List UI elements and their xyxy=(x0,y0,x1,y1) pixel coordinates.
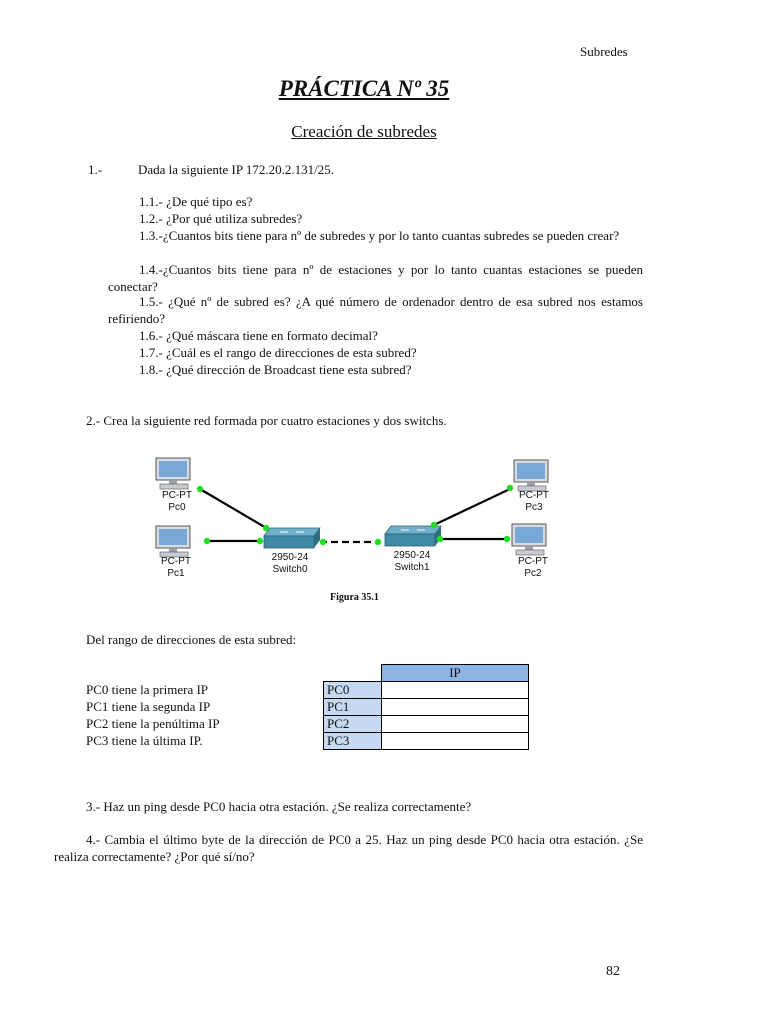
link-switch1-pc3 xyxy=(436,488,512,524)
subquestion-1-2: 1.2.- ¿Por qué utiliza subredes? xyxy=(139,211,303,226)
subquestion-1-4: 1.4.-¿Cuantos bits tiene para nº de estaciones y por lo tanto cuantas estaciones se pueden conectar? xyxy=(108,262,643,294)
subquestion-1-1: 1.1.- ¿De qué tipo es? xyxy=(139,194,253,209)
pc1-type-label: PC-PT xyxy=(161,556,191,567)
pc-assignment-item: PC1 tiene la segunda IP xyxy=(86,699,211,714)
table-row xyxy=(324,733,529,750)
switch0-icon xyxy=(264,528,320,548)
question-1-number: 1.- xyxy=(88,162,103,177)
table-row xyxy=(324,699,529,716)
ip-cell[interactable] xyxy=(382,716,529,733)
page-title: PRÁCTICA Nº 35 xyxy=(278,76,450,101)
subquestion-1-7: 1.7.- ¿Cuál es el rango de direcciones de esta subred? xyxy=(139,345,417,360)
subquestion-1-5: 1.5.- ¿Qué nº de subred es? ¿A qué número de ordenador dentro de esa subred nos estamos refiriendo? xyxy=(108,294,643,326)
network-diagram xyxy=(140,450,570,590)
question-1-text: Dada la siguiente IP 172.20.2.131/25. xyxy=(138,162,334,177)
pc1-icon xyxy=(156,526,190,557)
table-row xyxy=(324,716,529,733)
switch0-model-label: 2950-24 xyxy=(271,552,309,563)
subquestion-1-8: 1.8.- ¿Qué dirección de Broadcast tiene esta subred? xyxy=(139,362,412,377)
pc-assignment-item: PC0 tiene la primera IP xyxy=(86,682,209,697)
running-header: Subredes xyxy=(580,44,628,59)
pc2-type-label: PC-PT xyxy=(518,556,548,567)
row-label: PC1 xyxy=(324,699,382,716)
pc3-name-label: Pc3 xyxy=(525,502,543,513)
ip-column-header: IP xyxy=(382,665,529,682)
pc-assignment-list xyxy=(86,681,220,749)
question-3: 3.- Haz un ping desde PC0 hacia otra estación. ¿Se realiza correctamente? xyxy=(86,799,472,814)
subquestion-1-6: 1.6.- ¿Qué máscara tiene en formato decimal? xyxy=(139,328,378,343)
switch0-name-label: Switch0 xyxy=(272,564,308,575)
range-intro: Del rango de direcciones de esta subred: xyxy=(86,632,297,647)
switch1-icon xyxy=(385,526,441,546)
figure-caption: Figura 35.1 xyxy=(330,592,379,603)
pc3-type-label: PC-PT xyxy=(519,490,549,501)
pc2-name-label: Pc2 xyxy=(524,568,542,579)
ip-cell[interactable] xyxy=(382,682,529,699)
pc2-icon xyxy=(512,524,546,555)
pc0-type-label: PC-PT xyxy=(162,490,192,501)
ip-cell[interactable] xyxy=(382,733,529,750)
pc0-name-label: Pc0 xyxy=(168,502,186,513)
row-label: PC3 xyxy=(324,733,382,750)
pc-assignment-item: PC2 tiene la penúltima IP xyxy=(86,716,220,731)
row-label: PC2 xyxy=(324,716,382,733)
ip-table xyxy=(323,664,529,750)
subquestion-1-3: 1.3.-¿Cuantos bits tiene para nº de subredes y por lo tanto cuantas subredes se pueden crear? xyxy=(139,228,620,243)
page-number: 82 xyxy=(606,964,620,979)
switch1-name-label: Switch1 xyxy=(394,562,430,573)
row-label: PC0 xyxy=(324,682,382,699)
pc-assignment-item: PC3 tiene la última IP. xyxy=(86,733,203,748)
pc0-icon xyxy=(156,458,190,489)
pc1-name-label: Pc1 xyxy=(167,568,185,579)
pc3-icon xyxy=(514,460,548,491)
question-2: 2.- Crea la siguiente red formada por cuatro estaciones y dos switchs. xyxy=(86,413,447,428)
question-4: 4.- Cambia el último byte de la dirección de PC0 a 25. Haz un ping desde PC0 hacia otra estación. ¿Se realiza correctamente? ¿Por qué sí/no? xyxy=(54,832,643,864)
page-subtitle: Creación de subredes xyxy=(291,122,437,141)
switch1-model-label: 2950-24 xyxy=(393,550,431,561)
ip-cell[interactable] xyxy=(382,699,529,716)
table-row xyxy=(324,682,529,699)
link-pc0-switch0 xyxy=(200,489,268,529)
